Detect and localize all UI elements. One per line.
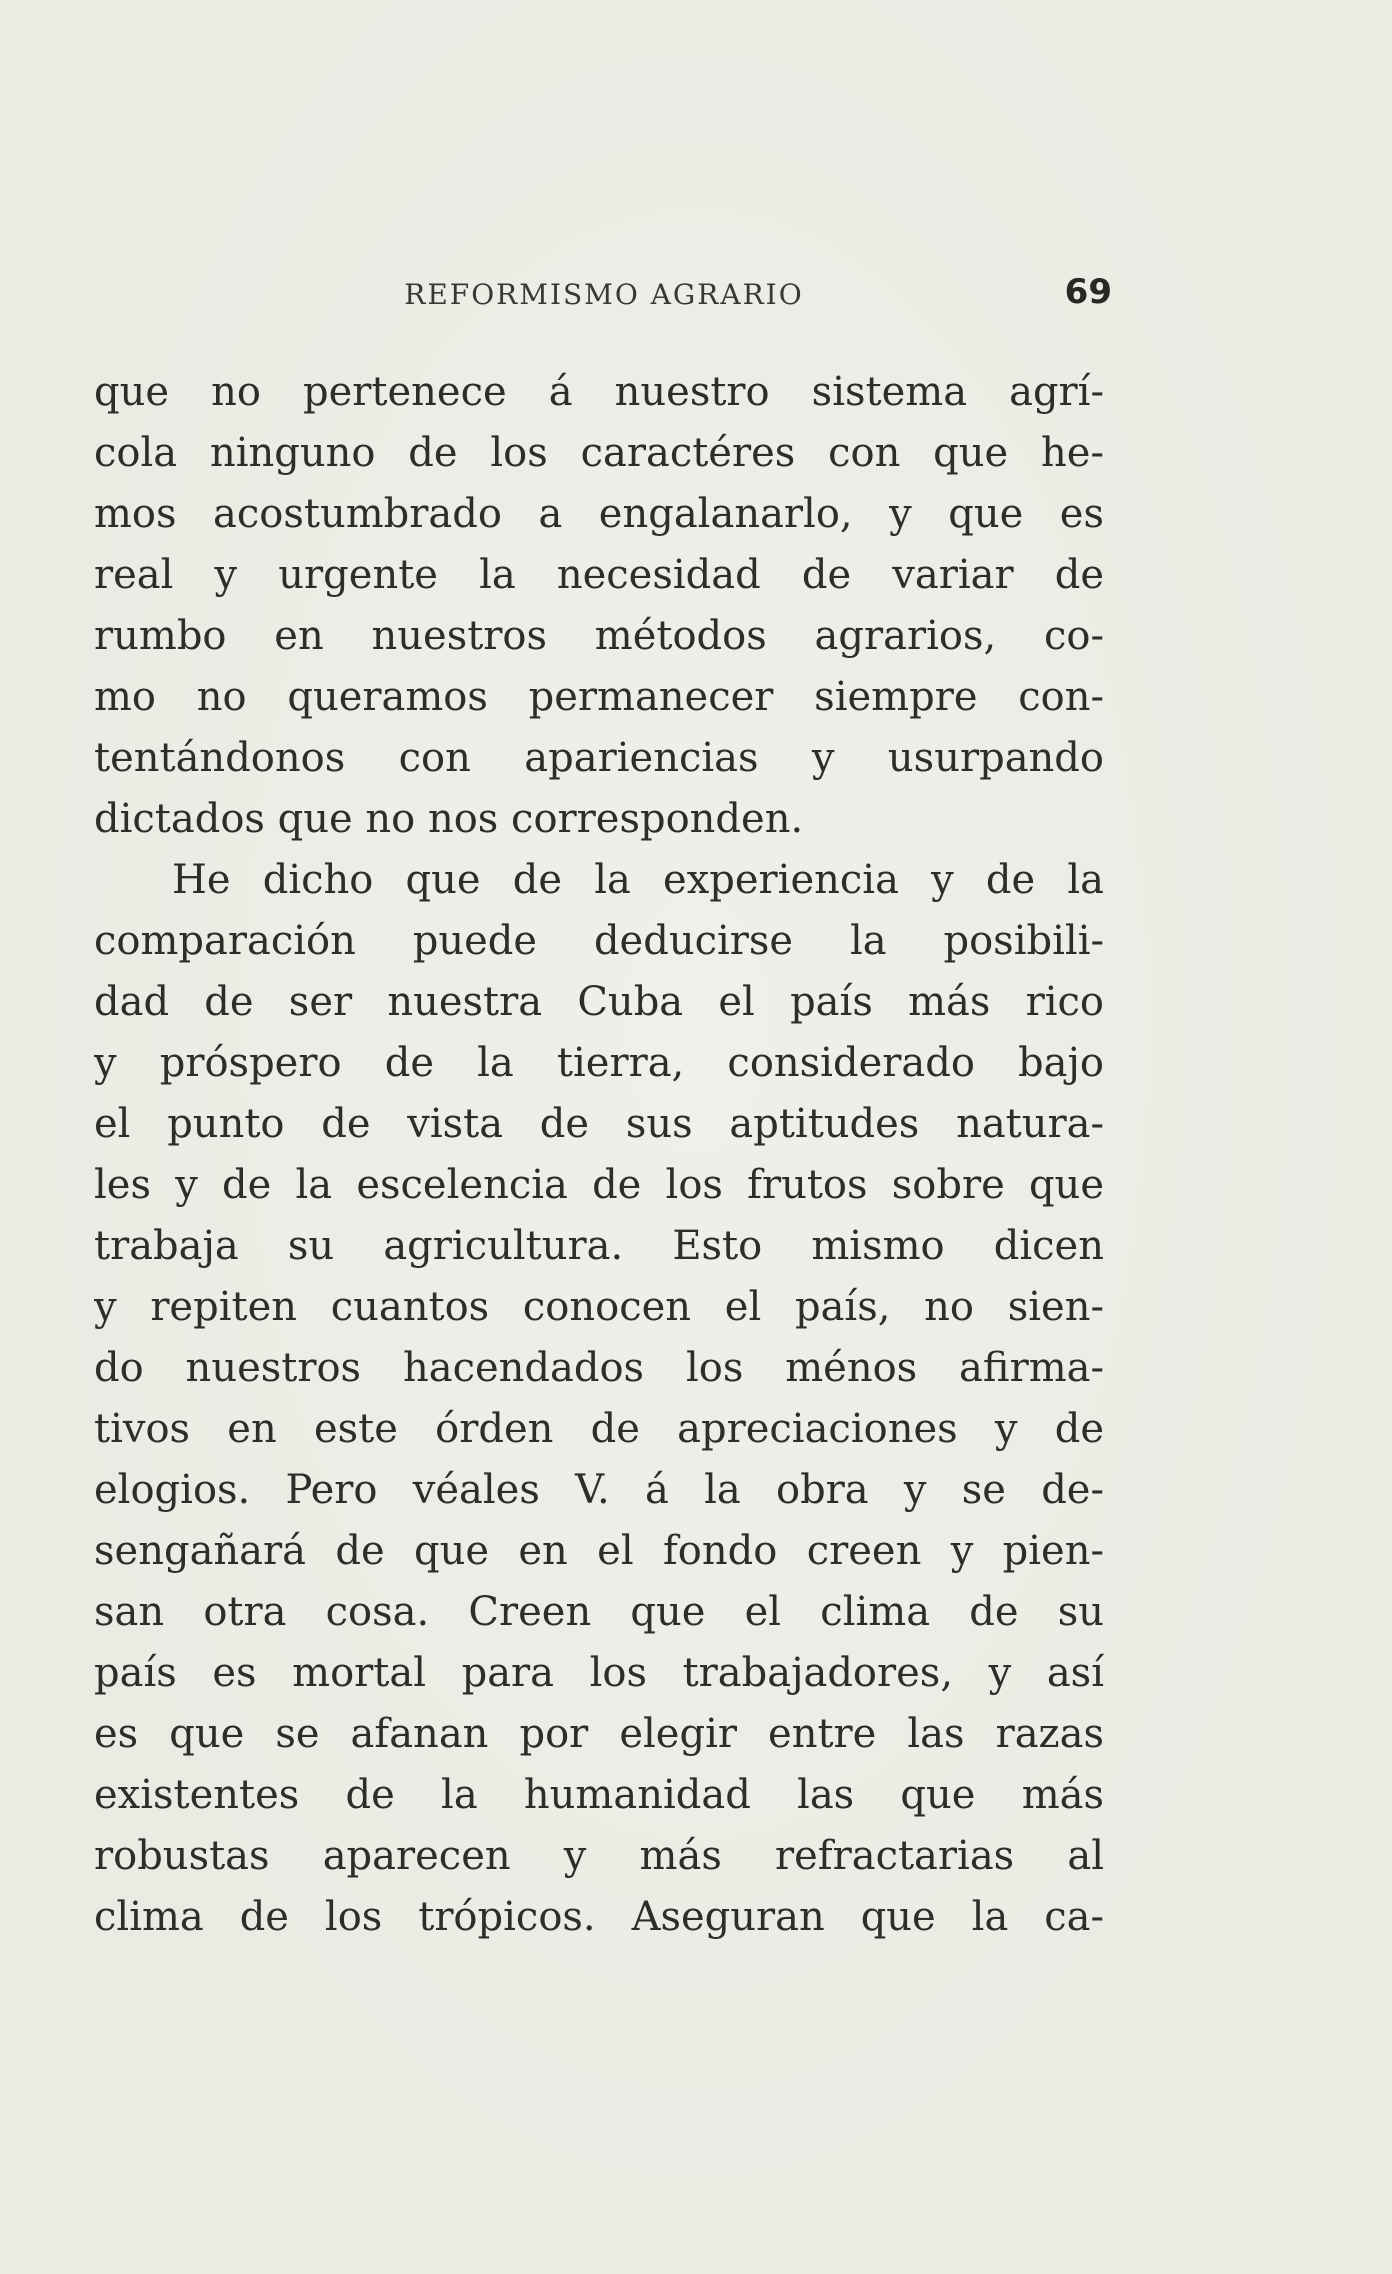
text-line: que no pertenece á nuestro sistema agrí-: [94, 369, 1104, 415]
page-number: 69: [1064, 272, 1112, 312]
text-line: el punto de vista de sus aptitudes natura-: [94, 1101, 1104, 1147]
text-line: mos acostumbrado a engalanarlo, y que es: [94, 491, 1104, 537]
text-line: clima de los trópicos. Aseguran que la ca-: [94, 1894, 1104, 1940]
running-head: [96, 272, 1112, 320]
text-line: elogios. Pero véales V. á la obra y se de-: [94, 1467, 1104, 1513]
text-line: real y urgente la necesidad de variar de: [94, 552, 1104, 598]
text-line: tivos en este órden de apreciaciones y de: [94, 1406, 1104, 1452]
text-line: y repiten cuantos conocen el país, no sien-: [94, 1284, 1104, 1330]
text-line: y próspero de la tierra, considerado bajo: [94, 1040, 1104, 1086]
text-line: sengañará de que en el fondo creen y pien-: [94, 1528, 1104, 1574]
text-line: cola ninguno de los caractéres con que he-: [94, 430, 1104, 476]
text-line: He dicho que de la experiencia y de la: [172, 857, 1104, 903]
body-text: [94, 362, 1104, 1948]
text-line: rumbo en nuestros métodos agrarios, co-: [94, 613, 1104, 659]
text-line: es que se afanan por elegir entre las razas: [94, 1711, 1104, 1757]
text-line: tentándonos con apariencias y usurpando: [94, 735, 1104, 781]
running-title: REFORMISMO AGRARIO: [404, 278, 804, 311]
text-line: existentes de la humanidad las que más: [94, 1772, 1104, 1818]
text-line: mo no queramos permanecer siempre con-: [94, 674, 1104, 720]
text-line: san otra cosa. Creen que el clima de su: [94, 1589, 1104, 1635]
text-line: país es mortal para los trabajadores, y así: [94, 1650, 1104, 1696]
text-line: dictados que no nos corresponden.: [94, 796, 804, 842]
text-line: do nuestros hacendados los ménos afirma-: [94, 1345, 1104, 1391]
text-line: robustas aparecen y más refractarias al: [94, 1833, 1104, 1879]
text-line: trabaja su agricultura. Esto mismo dicen: [94, 1223, 1104, 1269]
text-line: comparación puede deducirse la posibili-: [94, 918, 1104, 964]
text-line: les y de la escelencia de los frutos sobre que: [94, 1162, 1104, 1208]
text-line: dad de ser nuestra Cuba el país más rico: [94, 979, 1104, 1025]
